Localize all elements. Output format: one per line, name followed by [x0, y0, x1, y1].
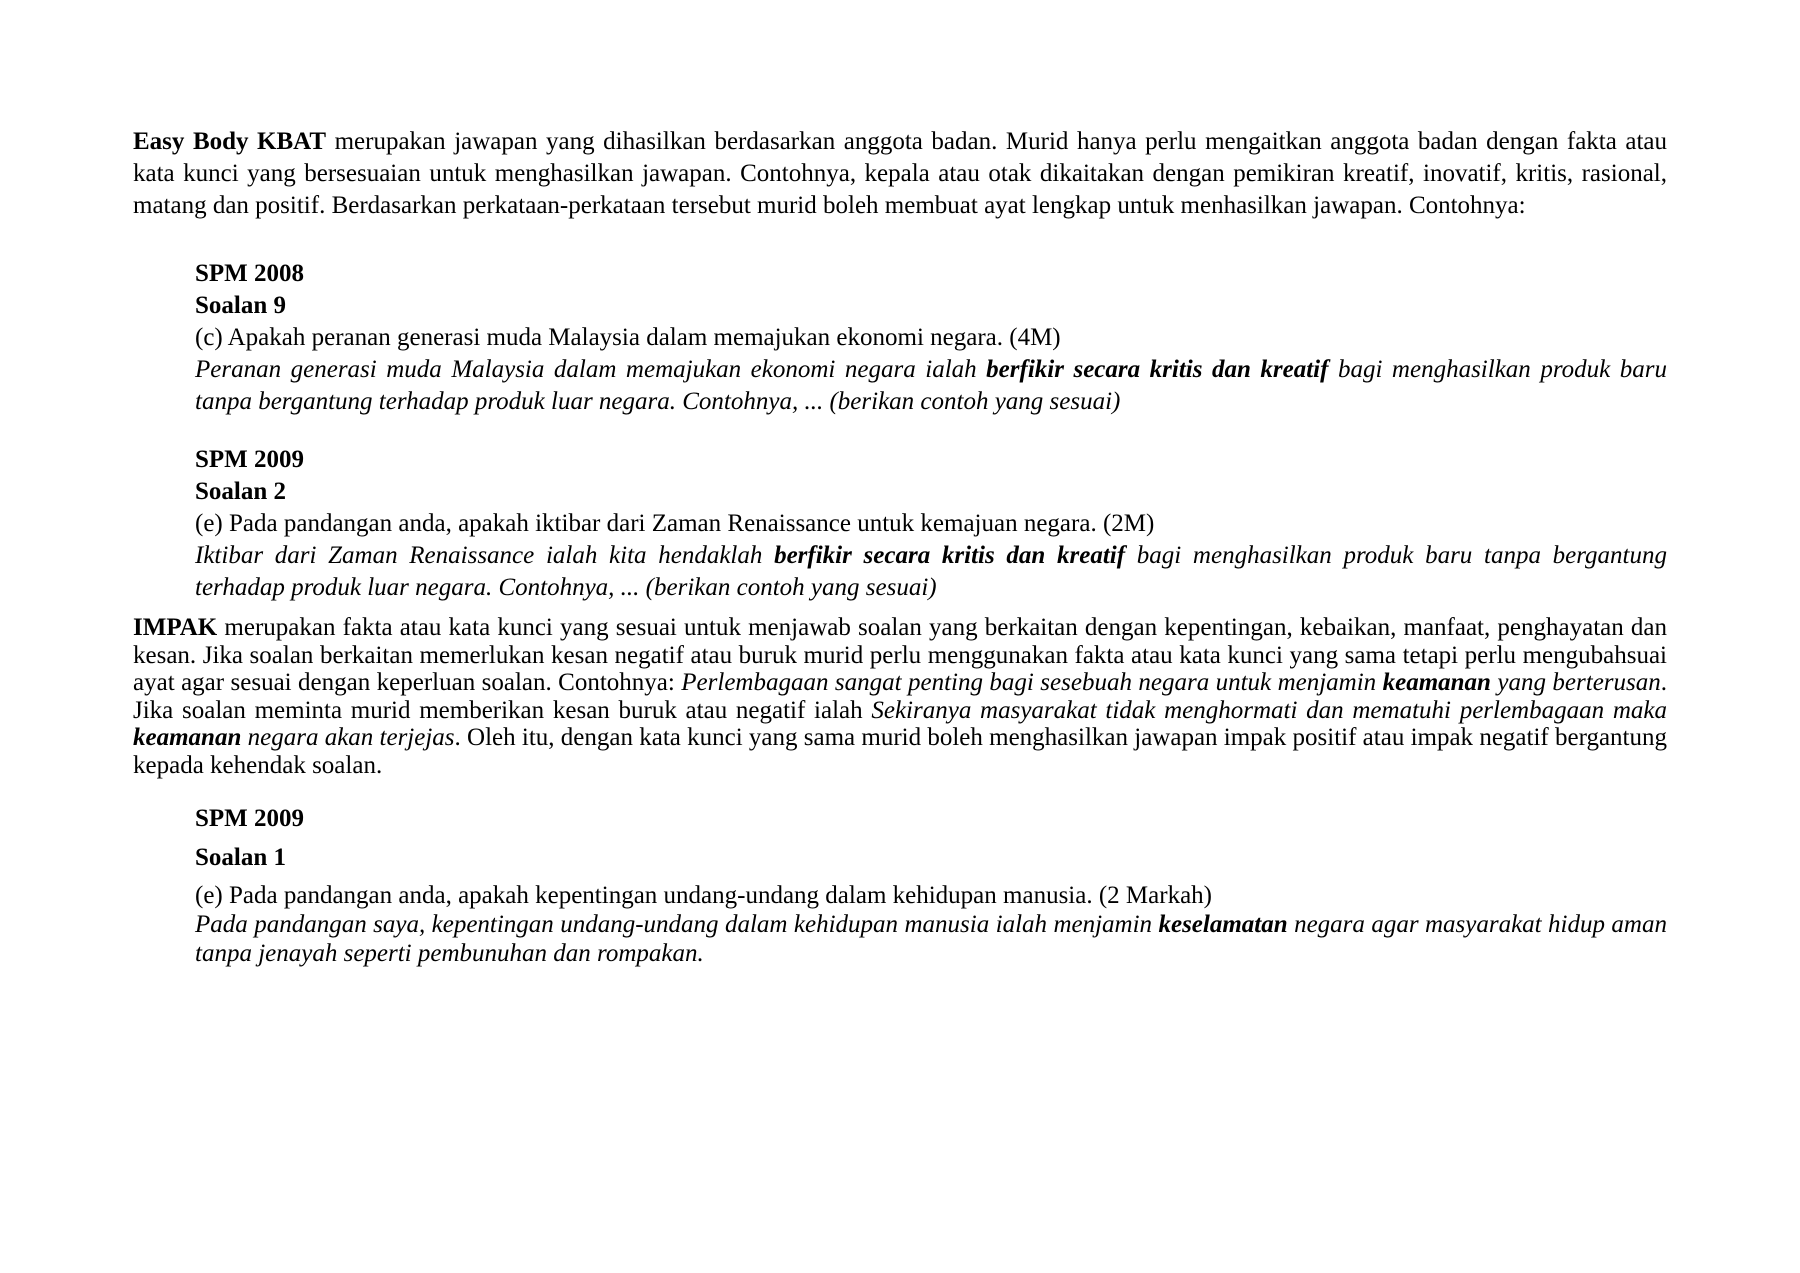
section-spm-2009-soalan-2 — [133, 444, 1667, 604]
soalan-heading: Soalan 9 — [195, 292, 287, 319]
section-spm-2009-soalan-1 — [133, 803, 1667, 968]
section-spm-2008-soalan-9 — [133, 258, 1667, 418]
answer-text — [195, 910, 1667, 968]
text-run: negara akan terjejas — [241, 724, 455, 751]
text-run: keamanan — [133, 724, 242, 751]
text-run: bagi menghasilkan produk baru tanpa bergantung terhadap produk luar negara. Contohnya, ... (berikan contoh yang sesuai) — [195, 356, 1667, 415]
answer-text — [195, 354, 1667, 418]
text-run: IMPAK — [133, 614, 218, 641]
text-run: Sekiranya masyarakat tidak menghormati dan mematuhi perlembagaan maka — [871, 696, 1667, 724]
text-run: negara agar masyarakat hidup aman tanpa jenayah seperti pembunuhan dan rompakan. — [195, 911, 1667, 967]
question-text: (e) Pada pandangan anda, apakah iktibar dari Zaman Renaissance untuk kemajuan negara. (2M) — [195, 510, 1155, 537]
text-run: keamanan — [1382, 669, 1491, 696]
text-run: merupakan jawapan yang dihasilkan berdasarkan anggota badan. Murid hanya perlu mengaitkan anggota badan dengan fakta atau kata kunci yang bersesuaian untuk menghasilkan jawapan. Contohnya, kepala atau otak dikaitakan dengan pemikiran kreatif, inovatif, kritis, rasional, matang dan positif. Berdasarkan perkataan-perkataan tersebut murid boleh membuat ayat lengkap untuk menhasilkan jawapan. Contohnya: — [133, 128, 1668, 219]
text-run: Pada pandangan saya, kepentingan undang-undang dalam kehidupan manusia ialah menjamin — [195, 911, 1159, 938]
spm-year-heading: SPM 2009 — [195, 446, 305, 473]
question-text: (c) Apakah peranan generasi muda Malaysia dalam memajukan ekonomi negara. (4M) — [195, 324, 1061, 351]
spm-year-heading: SPM 2009 — [195, 805, 305, 832]
text-run: . Jika soalan meminta murid memberikan kesan buruk atau negatif ialah — [133, 669, 1667, 724]
impak-paragraph — [133, 614, 1667, 779]
text-run: Easy Body KBAT — [133, 128, 327, 155]
text-run: berfikir secara kritis dan kreatif — [986, 356, 1329, 383]
text-run: merupakan fakta atau kata kunci yang sesuai untuk menjawab soalan yang berkaitan dengan kepentingan, kebaikan, manfaat, penghayatan dan kesan. Jika soalan berkaitan memerlukan kesan negatif atau buruk murid perlu menggunakan fakta atau kata kunci yang sama tetapi perlu mengubahsuai ayat agar sesuai dengan keperluan soalan. Contohnya: — [133, 614, 1667, 696]
text-run: keselamatan — [1158, 911, 1288, 938]
text-run: berfikir secara kritis dan kreatif — [774, 542, 1126, 569]
text-run: . Oleh itu, dengan kata kunci yang sama murid boleh menghasilkan jawapan impak positif atau impak negatif bergantung kepada kehendak soalan. — [133, 724, 1667, 779]
text-run: Iktibar dari Zaman Renaissance ialah kita hendaklah — [195, 542, 775, 569]
text-run: Peranan generasi muda Malaysia dalam memajukan ekonomi negara ialah — [195, 356, 987, 383]
text-run: Perlembagaan sangat penting bagi sesebuah negara untuk menjamin — [681, 669, 1383, 696]
question-text: (e) Pada pandangan anda, apakah kepentingan undang-undang dalam kehidupan manusia. (2 Markah) — [195, 882, 1212, 909]
soalan-heading: Soalan 2 — [195, 478, 287, 505]
answer-text — [195, 540, 1667, 604]
spm-year-heading: SPM 2008 — [195, 260, 305, 287]
text-run: bagi menghasilkan produk baru tanpa bergantung terhadap produk luar negara. Contohnya, ... (berikan contoh yang sesuai) — [195, 542, 1668, 601]
text-run: yang berterusan — [1490, 669, 1661, 696]
intro-paragraph — [133, 126, 1667, 222]
soalan-heading: Soalan 1 — [195, 844, 287, 871]
